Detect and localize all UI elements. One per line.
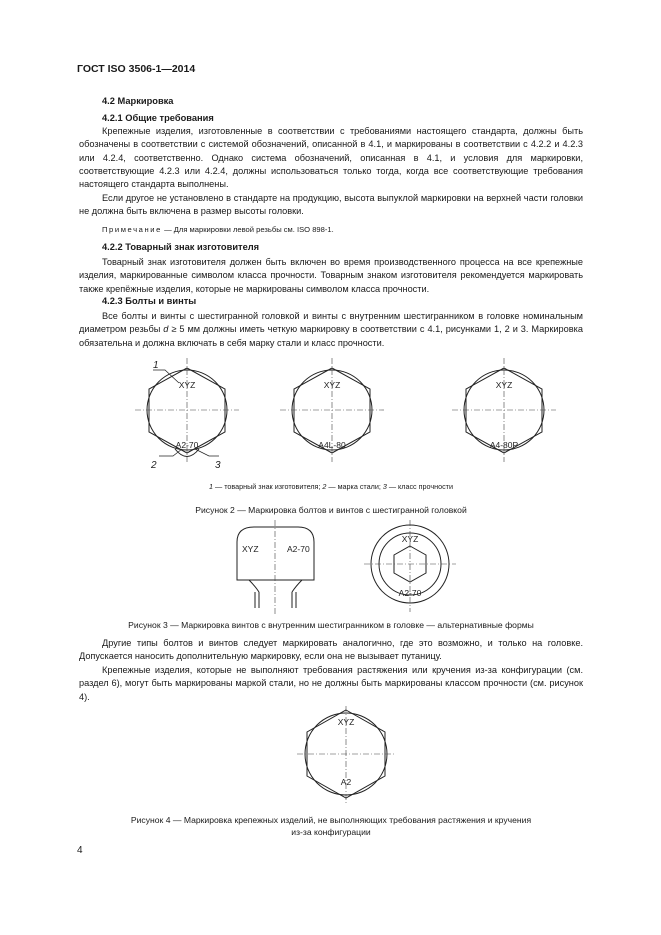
note-text: — Для маркировки левой резьбы см. ISO 898-1. (161, 225, 334, 234)
figure-2-drawing (79, 356, 583, 486)
side-view-left-mark: XYZ (242, 544, 259, 554)
top-view-top-mark: XYZ (401, 534, 419, 544)
head-3-bottom-mark: A4-80P (489, 440, 519, 450)
p1-part-b: ≥ 5 мм должны иметь четкую маркировку в соответствии с 4.1, рисунками 1, 2 и 3. Маркировка обязательна и должна включать в себя марку стали и класс прочности. (79, 324, 583, 348)
fig4-top-mark: XYZ (337, 717, 355, 727)
note-label: Примечание (102, 225, 162, 234)
page-number: 4 (77, 845, 83, 856)
side-view-right-mark: A2-70 (287, 544, 310, 554)
callout-1: 1 (153, 360, 159, 371)
fillet-left (249, 580, 259, 592)
figure-2-legend: 1 — товарный знак изготовителя; 2 — марка стали; 3 — класс прочности (209, 482, 453, 491)
callout-3: 3 (215, 460, 221, 471)
head-1-bottom-mark: A2-70 (175, 440, 199, 450)
head-1-top-mark: XYZ (178, 380, 196, 390)
section-4-2-1-heading: 4.2.1 Общие требования (102, 113, 214, 123)
callout-2: 2 (151, 460, 157, 471)
p1-part-a: Все болты и винты с шестигранной головкой и винты с внутренним шестигранником в головке номинальным диаметром резьбы (79, 311, 583, 335)
top-view-bottom-mark: A2-70 (398, 588, 422, 598)
fillet-right (292, 580, 302, 592)
paragraph-configuration: Крепежные изделия, которые не выполняют требования растяжения или кручения из-за конфигурации (см. раздел 6), могут быть маркированы маркой стали, но не должны быть маркированы классом прочности (см. рисунок 4). (79, 665, 583, 702)
figure-3-drawing (79, 520, 583, 616)
figure-4-caption: Рисунок 4 — Маркировка крепежных изделий, не выполняющих требования растяжения и кручения из-за конфигурации (130, 815, 532, 837)
head-2-top-mark: XYZ (323, 380, 341, 390)
section-4-2-2-heading: 4.2.2 Товарный знак изготовителя (102, 242, 260, 252)
paragraph-4-2-3-p1 (79, 310, 583, 350)
paragraph-4-2-1-p1: Крепежные изделия, изготовленные в соответствии с требованиями настоящего стандарта, должны быть обозначены в соответствии с системой обозначений, описанной в 4.1, и маркированы в соответствии с 4.2.2 и 4.2.3 или 4.2.4, соответственно. Однако система обозначений, описанная в 4.1, и условия для маркировки, соответствующие 4.2.3 или 4.2.4, должны использоваться только тогда, когда все соответствующие требования настоящего стандарта выполнены. (79, 126, 583, 190)
paragraph-4-2-1-p2: Если другое не установлено в стандарте на продукцию, высота выпуклой маркировки на верхней части головки не должна быть включена в размер высоты головки. (79, 193, 583, 217)
diameter-symbol: d (163, 324, 169, 335)
document-header: ГОСТ ISO 3506-1—2014 (77, 63, 196, 75)
section-4-2-heading: 4.2 Маркировка (102, 96, 174, 106)
head-2-bottom-mark: A4L-80 (318, 440, 346, 450)
note-left-thread (102, 225, 334, 234)
section-4-2-3-heading: 4.2.3 Болты и винты (102, 296, 197, 306)
figure-3-caption: Рисунок 3 — Маркировка винтов с внутренним шестигранником в головке — альтернативные формы (128, 620, 534, 630)
figure-4-drawing (79, 706, 583, 806)
fig4-bottom-mark: A2 (340, 777, 352, 787)
paragraph-other-bolts: Другие типы болтов и винтов следует маркировать аналогично, где это возможно, и только на головке. Допускается наносить дополнительную маркировку, если она не вызывает путаницу. (79, 638, 583, 662)
figure-2-caption: Рисунок 2 — Маркировка болтов и винтов с шестигранной головкой (195, 505, 467, 515)
paragraph-4-2-2-p1: Товарный знак изготовителя должен быть включен во время производственного процесса на все крепежные изделия, маркированные символом класса прочности. Товарным знаком изготовителя рекомендуется маркировать также крепёжные изделия, которые не маркированы символом класса прочности. (79, 257, 583, 294)
head-3-top-mark: XYZ (495, 380, 513, 390)
